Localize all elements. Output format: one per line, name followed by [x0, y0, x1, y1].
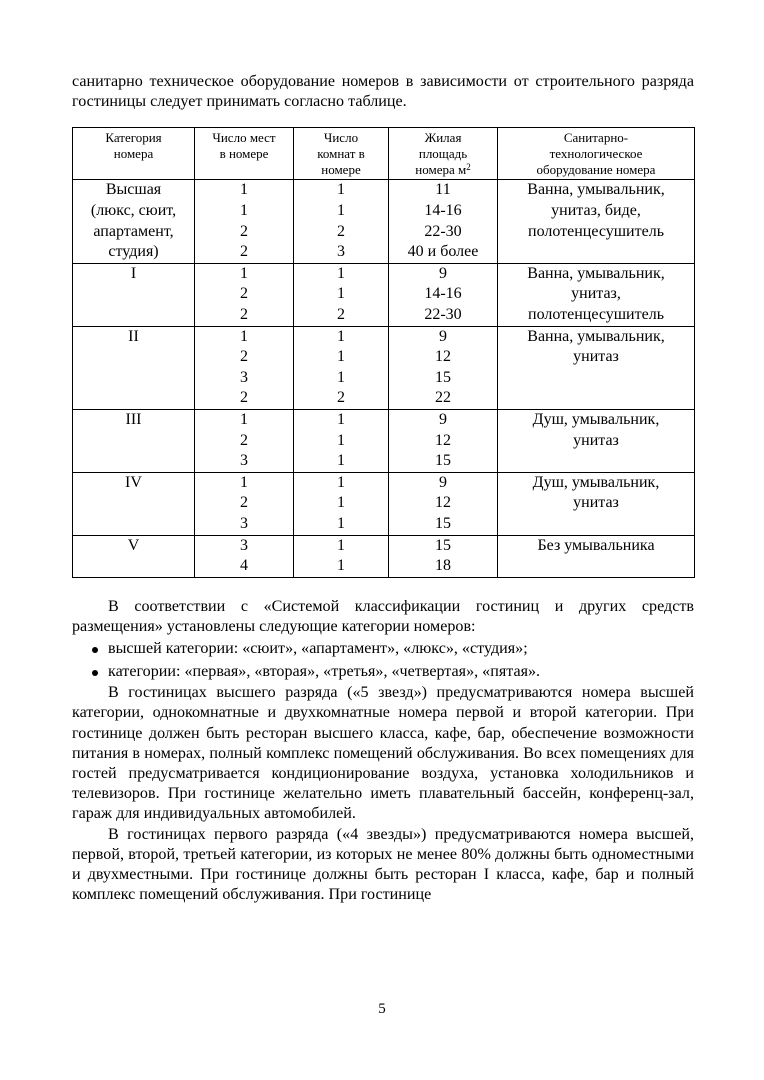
cell-line: 1: [337, 202, 345, 219]
places-cell: [195, 535, 294, 577]
cell-line: полотенцесушитель: [528, 222, 664, 240]
cell-line: 9: [439, 410, 447, 428]
cell-line: 9: [439, 473, 447, 491]
cell-line: апартамент,: [93, 222, 174, 240]
places-cell: [195, 180, 294, 263]
cell-line: Ванна, умывальник,: [527, 181, 665, 199]
cell-line: I: [130, 264, 137, 282]
cell-line: 1: [337, 473, 345, 491]
cell-line: 9: [439, 327, 447, 345]
cell-line: 9: [439, 264, 447, 282]
five-star-paragraph: В гостиницах высшего разряда («5 звезд») предусматриваются номера высшей категории, однокомнатные и двухкомнатные номера первой и второй категории. При гостинице должен быть ресторан высшего класса, кафе, бар, обеспечение возможности питания в номерах, полный комплекс помещений обслуживания. Во всех помещениях для гостей предусматривается кондиционирование воздуха, установка холодильников и телевизоров. При гостинице желательно иметь плавательный бассейн, конференц-зал, гараж для индивидуальных автомобилей.: [72, 684, 694, 823]
intro-paragraph: санитарно техническое оборудование номеров в зависимости от строительного разряда гостиницы следует принимать согласно таблице.: [72, 73, 694, 111]
table-body: [73, 180, 695, 577]
area-cell: [389, 180, 498, 263]
cell-line: Душ, умывальник,: [532, 473, 660, 491]
rooms-cell: [294, 535, 389, 577]
cell-line: 1: [240, 410, 248, 428]
room-equipment-table: [72, 127, 695, 577]
cell-line: 3: [240, 368, 248, 386]
cell-line: 15: [435, 368, 451, 386]
category-cell: [73, 472, 195, 535]
cell-line: 2: [240, 389, 248, 407]
cell-line: 12: [435, 494, 451, 512]
cell-line: 2: [240, 243, 248, 261]
equipment-cell: [498, 326, 695, 409]
bullet-icon: [92, 647, 98, 653]
cell-line: 22: [435, 389, 451, 407]
cell-line: Ванна, умывальник,: [527, 327, 665, 345]
cell-line: 40 и более: [407, 243, 479, 261]
cell-line: 15: [435, 514, 451, 532]
cell-line: 15: [435, 536, 451, 554]
cell-line: 2: [240, 305, 248, 323]
table-row: [73, 326, 695, 409]
cell-line: 2: [240, 285, 248, 303]
table-row: [73, 409, 695, 472]
cell-line: 1: [337, 431, 345, 449]
cell-line: 12: [435, 348, 451, 366]
header-area: Жилая площадь номера $м^2$: [389, 128, 498, 180]
cell-line: 2: [240, 494, 248, 512]
page-content: [72, 72, 694, 905]
cell-line: унитаз: [573, 431, 619, 449]
places-cell: [195, 326, 294, 409]
cell-line: унитаз, биде,: [551, 202, 641, 219]
cell-line: 15: [435, 452, 451, 470]
table-row: [73, 535, 695, 577]
rooms-cell: [294, 326, 389, 409]
cell-line: унитаз: [573, 494, 619, 512]
square-meter-superscript: 2: [466, 161, 471, 172]
cell-line: 1: [240, 473, 248, 491]
cell-line: 2: [337, 222, 345, 240]
classification-paragraph: В соответствии с «Системой классификации гостиниц и других средств размещения» установлены следующие категории номеров:: [72, 597, 694, 635]
cell-line: 12: [435, 431, 451, 449]
cell-line: IV: [125, 473, 142, 491]
cell-line: 1: [337, 285, 345, 303]
cell-line: 1: [337, 368, 345, 386]
places-cell: [195, 472, 294, 535]
table-row: [73, 263, 695, 326]
cell-line: унитаз,: [571, 285, 621, 303]
cell-line: 1: [337, 452, 345, 470]
cell-line: 1: [337, 536, 345, 554]
area-cell: [389, 326, 498, 409]
list-item: высшей категории: «сюит», «апартамент», «люкс», «студия»;: [72, 638, 694, 661]
cell-line: 1: [337, 514, 345, 532]
page-number: 5: [378, 1001, 386, 1017]
cell-line: 1: [337, 327, 345, 345]
category-cell: [73, 263, 195, 326]
cell-line: студия): [108, 243, 159, 261]
cell-line: полотенцесушитель: [528, 305, 664, 323]
header-category: Категория номера: [73, 128, 195, 180]
cell-line: 2: [337, 389, 345, 407]
cell-line: унитаз: [573, 348, 619, 366]
bullet-icon: [92, 670, 98, 676]
cell-line: III: [125, 410, 142, 428]
equipment-cell: [498, 180, 695, 263]
rooms-cell: [294, 263, 389, 326]
cell-line: 14-16: [424, 285, 462, 303]
cell-line: 3: [337, 243, 345, 261]
cell-line: 1: [337, 181, 345, 199]
places-cell: [195, 263, 294, 326]
cell-line: 1: [337, 557, 345, 575]
cell-line: Душ, умывальник,: [532, 410, 660, 428]
cell-line: 1: [337, 348, 345, 366]
header-rooms: Число комнат в номере: [294, 128, 389, 180]
list-item: категории: «первая», «вторая», «третья», «четвертая», «пятая».: [72, 661, 694, 684]
area-cell: [389, 535, 498, 577]
cell-line: 4: [240, 557, 248, 575]
cell-line: V: [127, 536, 140, 554]
cell-line: II: [128, 327, 139, 345]
cell-line: 14-16: [424, 202, 462, 219]
category-cell: [73, 326, 195, 409]
cell-line: 18: [435, 557, 451, 575]
cell-line: 1: [337, 410, 345, 428]
table-row: [73, 180, 695, 263]
category-cell: [73, 535, 195, 577]
cell-line: 2: [240, 222, 248, 240]
places-cell: [195, 409, 294, 472]
cell-line: 22-30: [424, 305, 462, 323]
cell-line: 1: [337, 494, 345, 512]
rooms-cell: [294, 472, 389, 535]
cell-line: (люкс, сюит,: [90, 202, 177, 219]
four-star-paragraph: В гостиницах первого разряда («4 звезды») предусматриваются номера высшей, первой, второй, третьей категории, из которых не менее 80% должны быть одноместными и двухместными. При гостинице должны быть ресторан I класса, кафе, бар и полный комплекс помещений обслуживания. При гостинице: [72, 825, 694, 904]
category-list: [72, 638, 694, 683]
cell-line: 2: [240, 348, 248, 366]
cell-line: Ванна, умывальник,: [527, 264, 665, 282]
cell-line: 1: [240, 327, 248, 345]
cell-line: 2: [240, 431, 248, 449]
cell-line: 3: [240, 536, 248, 554]
area-cell: [389, 263, 498, 326]
table-row: [73, 472, 695, 535]
equipment-cell: [498, 409, 695, 472]
cell-line: 1: [337, 264, 345, 282]
cell-line: 11: [435, 181, 451, 199]
equipment-cell: [498, 472, 695, 535]
rooms-cell: [294, 180, 389, 263]
cell-line: 1: [240, 181, 248, 199]
area-cell: [389, 472, 498, 535]
header-equipment: Санитарно- технологическое оборудование номера: [498, 128, 695, 180]
cell-line: Высшая: [105, 181, 162, 199]
category-cell: [73, 180, 195, 263]
header-places: Число мест в номере: [195, 128, 294, 180]
equipment-cell: [498, 263, 695, 326]
cell-line: 1: [240, 202, 248, 219]
rooms-cell: [294, 409, 389, 472]
table-header-row: [73, 128, 695, 180]
cell-line: 2: [337, 305, 345, 323]
cell-line: 1: [240, 264, 248, 282]
equipment-cell: [498, 535, 695, 577]
category-cell: [73, 409, 195, 472]
cell-line: 3: [240, 452, 248, 470]
cell-line: 22-30: [424, 222, 462, 240]
area-cell: [389, 409, 498, 472]
cell-line: Без умывальника: [537, 536, 655, 554]
cell-line: 3: [240, 514, 248, 532]
